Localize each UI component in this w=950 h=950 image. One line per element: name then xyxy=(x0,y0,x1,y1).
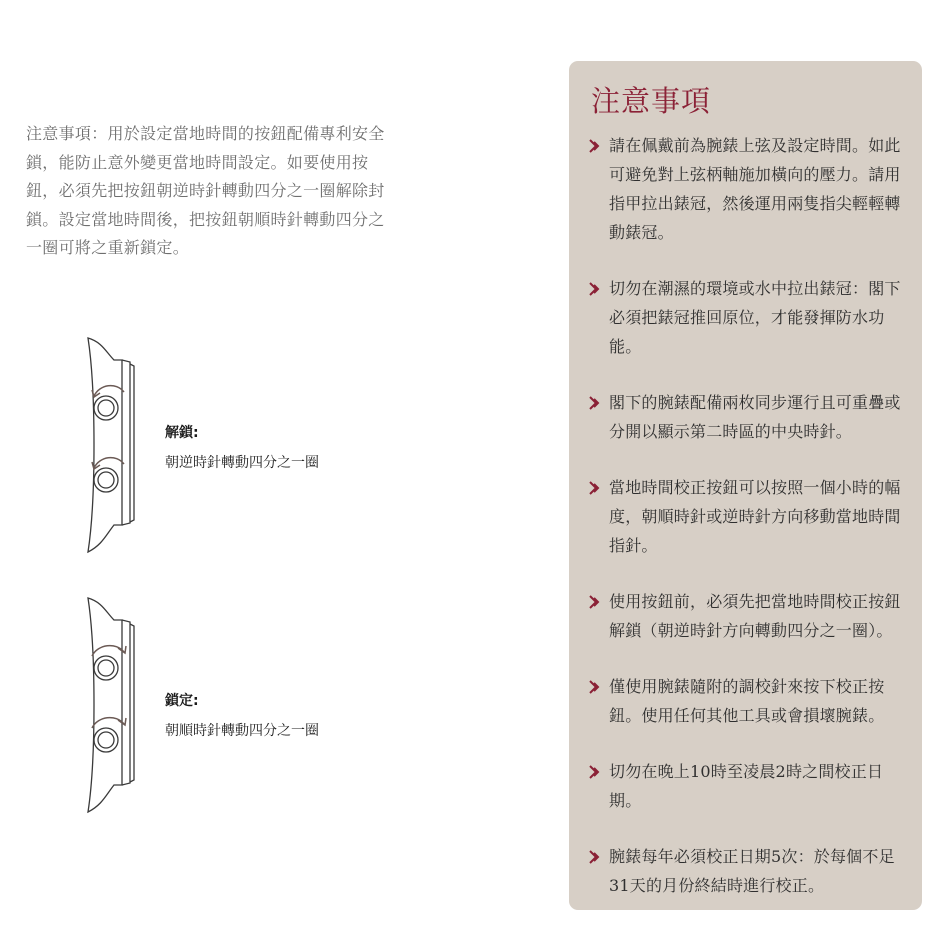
panel-title: 注意事項 xyxy=(591,84,712,118)
unlock-title: 解鎖: xyxy=(165,425,199,441)
list-item xyxy=(569,473,922,573)
lock-title: 鎖定: xyxy=(165,693,199,709)
note-text: 閣下的腕錶配備兩枚同步運行且可重疊或分開以顯示第二時區的中央時針。 xyxy=(609,393,901,441)
note-text: 切勿在潮濕的環境或水中拉出錶冠：閣下必須把錶冠推回原位，才能發揮防水功能。 xyxy=(609,279,901,356)
ornament-bullet-icon xyxy=(586,594,602,610)
lock-caption xyxy=(165,690,319,740)
counterclockwise-arrow-icon xyxy=(92,458,124,469)
counterclockwise-arrow-icon xyxy=(92,386,124,397)
list-item xyxy=(569,131,922,242)
unlock-description: 朝逆時針轉動四分之一圈 xyxy=(165,455,319,471)
note-text: 腕錶每年必須校正日期5次：於每個不足31天的月份終結時進行校正。 xyxy=(609,847,895,895)
list-item xyxy=(569,274,922,374)
ornament-bullet-icon xyxy=(586,281,602,297)
ornament-bullet-icon xyxy=(586,395,602,411)
ornament-bullet-icon xyxy=(586,679,602,695)
unlock-caption xyxy=(165,422,319,472)
note-text: 請在佩戴前為腕錶上弦及設定時間。如此可避免對上弦柄軸施加橫向的壓力。請用指甲拉出錶冠，然後運用兩隻指尖輕輕轉動錶冠。 xyxy=(609,136,901,242)
clockwise-arrow-icon xyxy=(92,718,126,728)
clockwise-arrow-icon xyxy=(92,646,126,656)
note-text: 切勿在晚上10時至凌晨2時之間校正日期。 xyxy=(609,762,884,810)
watch-case-unlock-illustration xyxy=(80,330,150,560)
ornament-bullet-icon xyxy=(586,849,602,865)
precautions-panel xyxy=(569,61,922,910)
intro-paragraph: 注意事項：用於設定當地時間的按鈕配備專利安全鎖，能防止意外變更當地時間設定。如要使用按鈕，必須先把按鈕朝逆時針轉動四分之一圈解除封鎖。設定當地時間後，把按鈕朝順時針轉動四分之一圈可將之重新鎖定。 xyxy=(26,124,385,257)
ornament-bullet-icon xyxy=(586,138,602,154)
note-text: 使用按鈕前，必須先把當地時間校正按鈕解鎖（朝逆時針方向轉動四分之一圈）。 xyxy=(609,592,901,640)
watch-case-lock-illustration xyxy=(80,590,150,820)
ornament-bullet-icon xyxy=(586,764,602,780)
note-text: 僅使用腕錶隨附的調校針來按下校正按鈕。使用任何其他工具或會損壞腕錶。 xyxy=(609,677,885,725)
list-item xyxy=(569,842,922,942)
ornament-bullet-icon xyxy=(586,480,602,496)
lock-description: 朝順時針轉動四分之一圈 xyxy=(165,723,319,739)
note-text: 當地時間校正按鈕可以按照一個小時的幅度，朝順時針或逆時針方向移動當地時間指針。 xyxy=(609,478,901,555)
